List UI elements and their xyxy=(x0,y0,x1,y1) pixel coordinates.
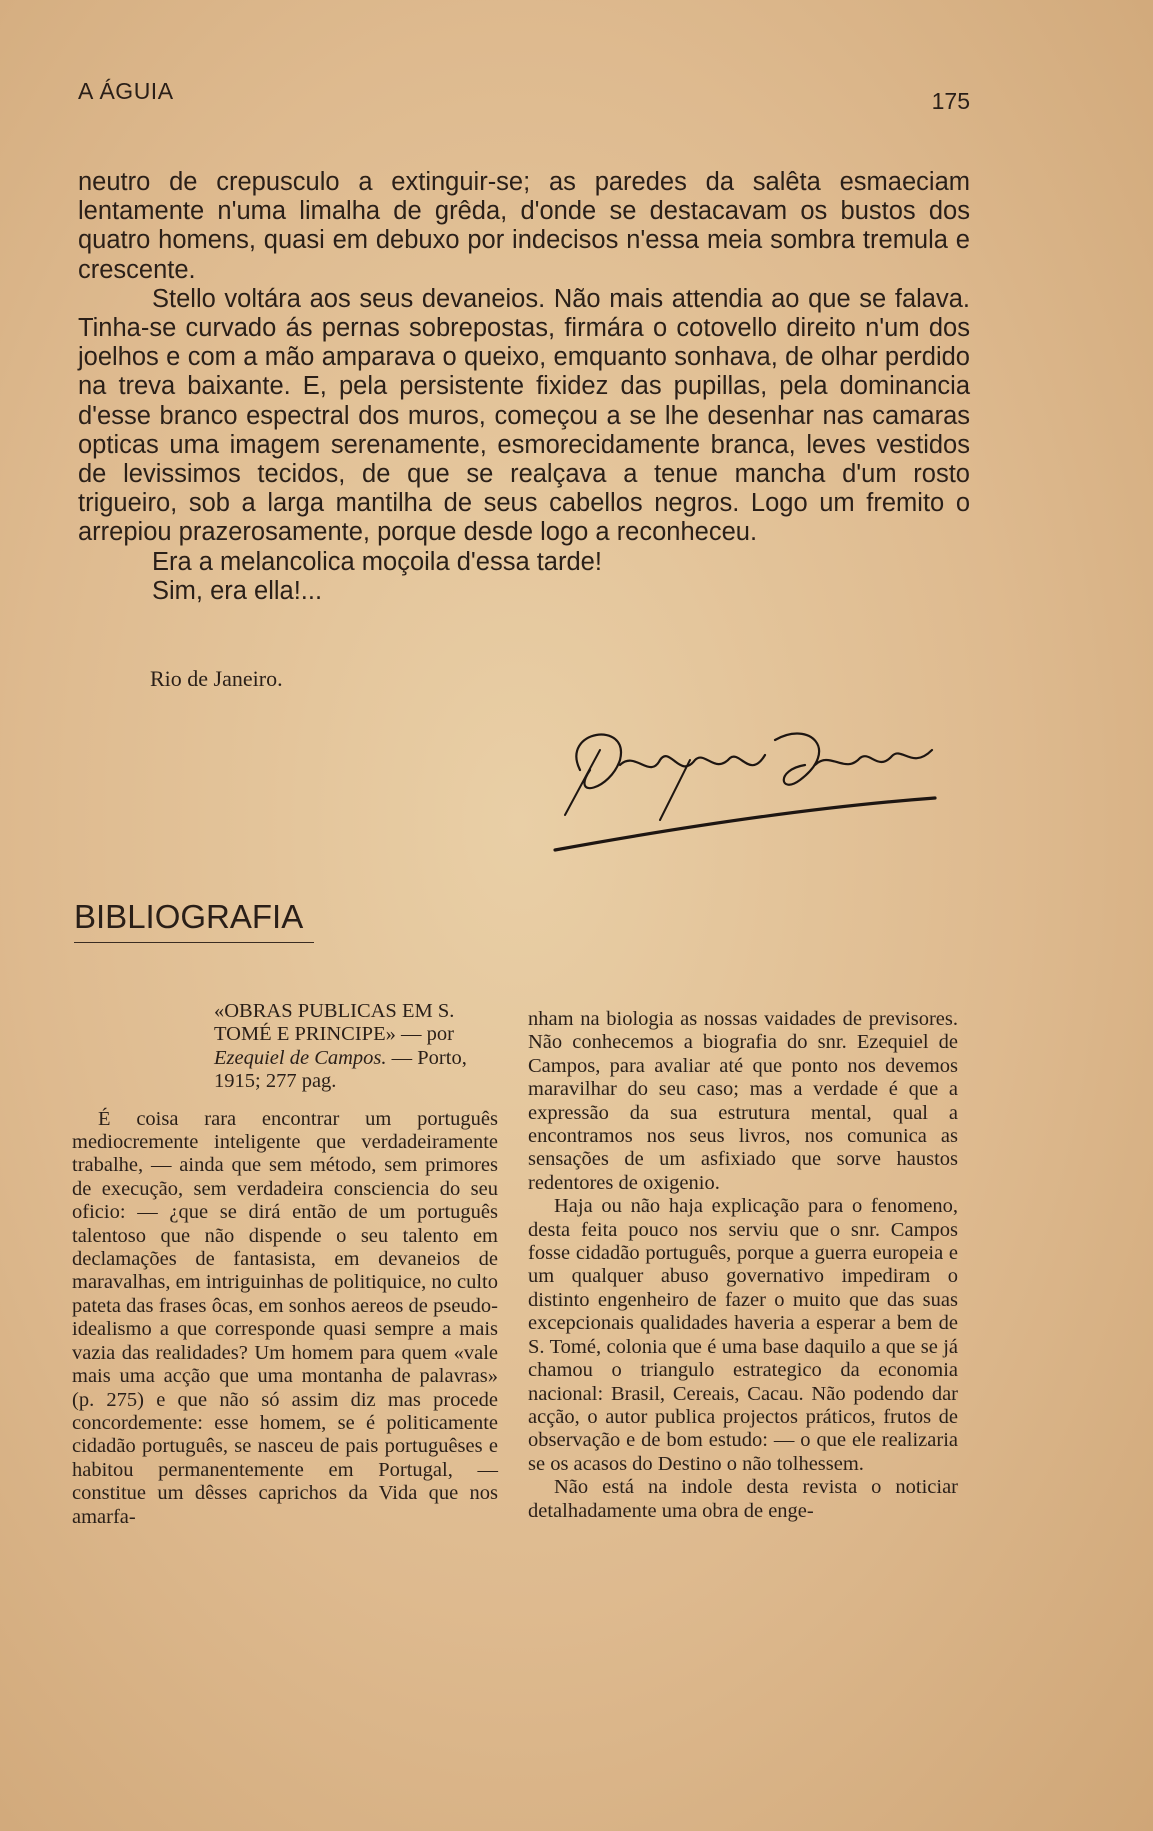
book-by: por xyxy=(426,1023,454,1046)
story-text xyxy=(78,168,970,606)
story-paragraph: Era a melancolica moçoila d'essa tarde! xyxy=(152,547,602,576)
book-author: Ezequiel de Campos. xyxy=(214,1046,387,1069)
review-paragraph: nham na biologia as nossas vaidades de previsores. Não conhecemos a biografia do snr. Ezequiel de Campos, para avaliar até que ponto nos devemos maravilhar do seu caso; mas a verdade é que a expressão da sua estrutura mental, qual a encontramos nos seus livros, nos comunica as sensações de um asfixiado que sorve haustos redentores de oxigenio. xyxy=(528,1008,958,1194)
book-reference xyxy=(214,1000,498,1094)
running-head: A ÁGUIA xyxy=(78,78,174,104)
signature xyxy=(540,710,980,910)
story-paragraph: Stello voltára aos seus devaneios. Não mais attendia ao que se falava. Tinha-se curvado ás pernas sobrepostas, firmára o cotovello direito n'um dos joelhos e com a mão amparava o queixo, emquanto sonhava, de olhar perdido na treva baixante. E, pela persistente fixidez das pupillas, pela dominancia d'esse branco espectral dos muros, começou a se lhe desenhar nas camaras opticas uma imagem serenamente, esmorecidamente branca, leves vestidos de levissimos tecidos, de que se realçava a tenue mancha d'um rosto trigueiro, sob a larga mantilha de seus cabellos negros. Logo um fremito o arrepiou prazerosamente, porque desde logo a reconheceu. xyxy=(78,284,970,547)
review-paragraph: Haja ou não haja explicação para o fenomeno, desta feita pouco nos serviu que o snr. Campos fosse cidadão português, porque a guerra europeia e um qualquer abuso governativo impediram o distinto engenheiro de fazer o muito que das suas excepcionais qualidades haveria a esperar a bem de S. Tomé, colonia que é uma base daquilo a que se já chamou o triangulo estrategico da economia nacional: Brasil, Cereais, Cacau. Não podendo dar acção, o autor publica projectos práticos, frutos de observação e de bom estudo: — o que ele realizaria se os acasos do Destino o não tolhessem. xyxy=(528,1195,958,1475)
page-number: 175 xyxy=(931,88,970,114)
review-paragraph: Não está na indole desta revista o noticiar detalhadamente uma obra de enge- xyxy=(528,1476,958,1522)
book-title: «OBRAS PUBLICAS EM S. TOMÉ E PRINCIPE» — xyxy=(214,1000,455,1046)
review-paragraph: É coisa rara encontrar um português mediocremente inteligente que verdadeiramente trabalhe, — ainda que sem método, sem primores de execução, sem verdadeira consciencia do seu oficio: — ¿que se dirá então de um português talentoso que não dispende o seu talento em declamações de fantasista, em devaneios de maravalhas, em intriguinhas de politiquice, no culto pateta das frases ôcas, em sonhos aereos de pseudo-idealismo a que corresponde quasi sempre a mais vazia das realidades? Um homem para quem «vale mais uma acção que uma montanha de palavras» (p. 275) e que não só assim diz mas procede concordemente: esse homem, se é politicamente cidadão português, se nasceu de pais portuguêses e habitou permanentemente em Portugal, — constitue um dêsses caprichos da Vida que nos amarfa- xyxy=(72,1107,498,1528)
left-column xyxy=(72,1000,498,1529)
story-paragraph: neutro de crepusculo a extinguir-se; as paredes da salêta esmaeciam lentamente n'uma limalha de grêda, d'onde se destacavam os bustos dos quatro homens, quasi em debuxo por indecisos n'essa meia sombra tremula e crescente. xyxy=(78,168,970,284)
dateline: Rio de Janeiro. xyxy=(150,666,283,691)
section-heading: BIBLIOGRAFIA xyxy=(74,898,314,943)
right-column xyxy=(528,1008,958,1523)
book-imprint: — Porto, 1915; 277 pag. xyxy=(214,1046,467,1093)
story-paragraph: Sim, era ella!... xyxy=(152,576,323,605)
